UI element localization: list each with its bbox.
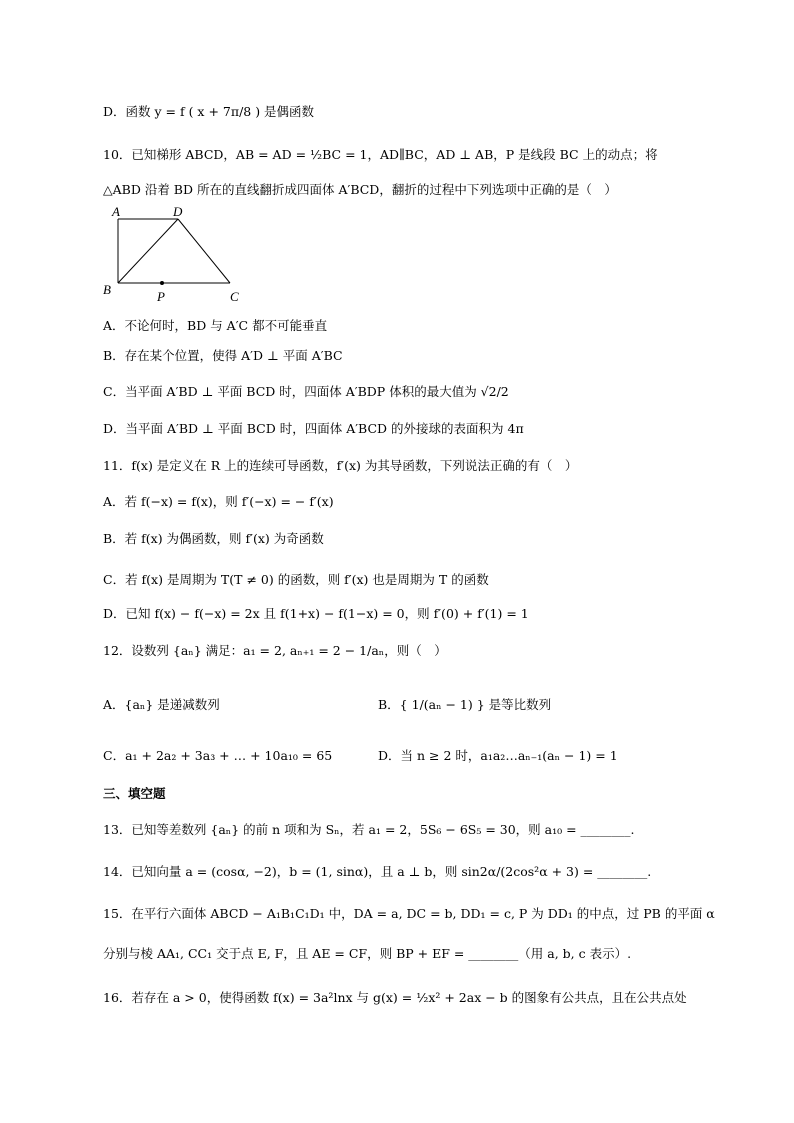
q11-option-c: C．若 f(x) 是周期为 T(T ≠ 0) 的函数，则 f′(x) 也是周期为 T 的函数 [103,572,489,587]
question-15-line1: 15．在平行六面体 ABCD − A₁B₁C₁D₁ 中，DA = a, DC = b, DD₁ = c, P 为 DD₁ 的中点，过 PB 的平面 α [103,906,715,921]
question-10-line2: △ABD 沿着 BD 所在的直线翻折成四面体 A′BCD，翻折的过程中下列选项中正确的是（ ） [103,182,617,197]
q12-option-d: D．当 n ≥ 2 时，a₁a₂…aₙ₋₁(aₙ − 1) = 1 [378,748,618,763]
label-c: C [230,289,239,304]
trapezoid-shape [118,219,230,283]
question-11: 11．f(x) 是定义在 R 上的连续可导函数，f′(x) 为其导函数，下列说法正确的有（ ） [103,458,578,473]
q12-option-b: B．{ 1/(aₙ − 1) } 是等比数列 [378,697,552,712]
q10-option-c: C．当平面 A′BD ⊥ 平面 BCD 时，四面体 A′BDP 体积的最大值为 √2/2 [103,384,509,399]
trapezoid-figure [100,205,250,310]
question-16: 16．若存在 a > 0，使得函数 f(x) = 3a²lnx 与 g(x) = ½x² + 2ax − b 的图象有公共点，且在公共点处 [103,990,687,1005]
question-12: 12．设数列 {aₙ} 满足：a₁ = 2, aₙ₊₁ = 2 − 1/aₙ，则（ ） [103,643,447,658]
q12-option-a: A．{aₙ} 是递减数列 [103,697,220,712]
q10-option-d: D．当平面 A′BD ⊥ 平面 BCD 时，四面体 A′BCD 的外接球的表面积为 4π [103,421,524,436]
q10-option-a: A．不论何时，BD 与 A′C 都不可能垂直 [103,318,328,333]
question-10-line1: 10．已知梯形 ABCD，AB = AD = ½BC = 1，AD∥BC，AD ⊥ AB，P 是线段 BC 上的动点；将 [103,147,658,162]
label-b: B [103,282,111,297]
option-d-q9: D．函数 y = f ( x + 7π/8 ) 是偶函数 [103,104,315,119]
label-a: A [112,205,120,219]
question-14: 14．已知向量 a = (cosα, −2)，b = (1, sinα)，且 a ⊥ b，则 sin2α/(2cos²α + 3) = ________. [103,864,652,879]
q12-option-c: C．a₁ + 2a₂ + 3a₃ + … + 10a₁₀ = 65 [103,748,333,763]
label-d: D [173,205,183,219]
point-p [160,281,164,285]
question-13: 13．已知等差数列 {aₙ} 的前 n 项和为 Sₙ，若 a₁ = 2，5S₆ − 6S₅ = 30，则 a₁₀ = ________. [103,822,635,837]
q10-option-b: B．存在某个位置，使得 A′D ⊥ 平面 A′BC [103,348,343,363]
q11-option-b: B．若 f(x) 为偶函数，则 f′(x) 为奇函数 [103,531,324,546]
q11-option-d: D．已知 f(x) − f(−x) = 2x 且 f(1+x) − f(1−x) = 0，则 f′(0) + f′(1) = 1 [103,606,529,621]
section-heading-fill-in: 三、填空题 [103,786,166,801]
label-p: P [157,289,165,304]
q11-option-a: A．若 f(−x) = f(x)，则 f′(−x) = − f′(x) [103,494,334,509]
question-15-line2: 分别与棱 AA₁, CC₁ 交于点 E, F，且 AE = CF，则 BP + EF = ________（用 a, b, c 表示）. [103,946,632,961]
